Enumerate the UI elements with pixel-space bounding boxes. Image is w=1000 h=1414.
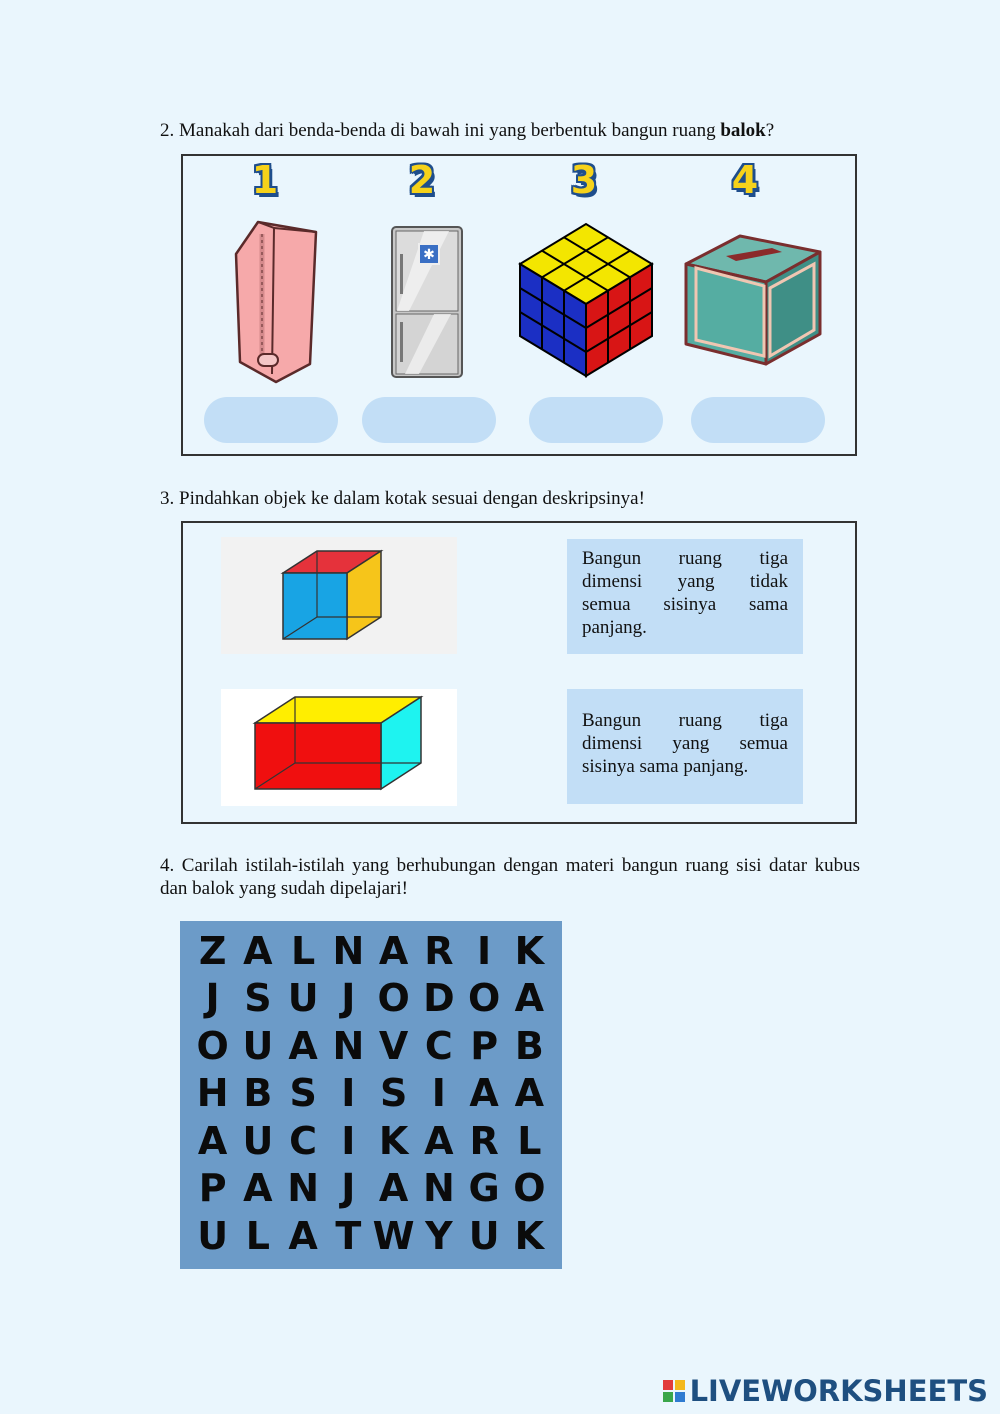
question-4-text: 4. Carilah istilah-istilah yang berhubungan dengan materi bangun ruang sisi datar kubus dan balok yang sudah dipelajari! [160, 855, 860, 899]
item-number-4: 4 [731, 158, 759, 202]
word-search-cell[interactable]: A [197, 1118, 228, 1163]
word-search-cell[interactable]: O [467, 976, 501, 1021]
word-search-row [190, 975, 552, 1023]
money-box-icon [682, 230, 824, 370]
item-number-2: 2 [408, 158, 436, 202]
drop-box-2[interactable] [567, 689, 803, 804]
word-search-cell[interactable]: P [198, 1166, 227, 1211]
rubiks-cube-icon [516, 220, 656, 380]
drop-box-2-line-1: Bangun ruang tiga [582, 710, 788, 731]
word-search-cell[interactable]: J [341, 1166, 356, 1211]
item-number-3: 3 [570, 158, 598, 202]
word-search-cell[interactable]: Y [425, 1213, 453, 1258]
word-search-cell[interactable]: V [378, 1023, 409, 1068]
draggable-cuboid[interactable] [221, 689, 457, 806]
word-search-cell[interactable]: A [243, 1166, 273, 1211]
word-search-cell[interactable]: P [470, 1023, 499, 1068]
word-search-cell[interactable]: O [377, 976, 410, 1021]
word-search-cell[interactable]: K [514, 928, 545, 973]
word-search-cell[interactable]: U [242, 1118, 274, 1163]
word-search-cell[interactable]: O [513, 1166, 546, 1211]
word-search-cell[interactable]: A [288, 1023, 318, 1068]
question-2 [160, 119, 774, 142]
question-2-text: 2. Manakah dari benda-benda di bawah ini yang berbentuk bangun ruang [160, 120, 721, 141]
word-search-cell[interactable]: A [469, 1071, 499, 1116]
drop-box-1-line-4: panjang. [582, 617, 647, 638]
word-search-cell[interactable]: U [197, 1213, 229, 1258]
word-search-cell[interactable]: S [289, 1071, 317, 1116]
word-search-row [190, 1212, 552, 1260]
svg-text:✱: ✱ [423, 247, 435, 263]
word-search-cell[interactable]: A [514, 976, 545, 1021]
word-search-row [190, 1117, 552, 1165]
word-search-cell[interactable]: A [378, 1166, 409, 1211]
word-search-cell[interactable]: S [379, 1071, 408, 1116]
word-search-cell[interactable]: C [424, 1023, 453, 1068]
drop-box-1-line-3: semua sisinya sama [582, 594, 788, 615]
word-search-cell[interactable]: N [422, 1166, 455, 1211]
refrigerator-icon [389, 224, 465, 380]
cube-icon [221, 537, 457, 654]
word-search-cell[interactable]: L [245, 1213, 270, 1258]
drop-box-1[interactable] [567, 539, 803, 654]
word-search-cell[interactable]: S [244, 976, 272, 1021]
word-search-cell[interactable]: O [196, 1023, 229, 1068]
liveworksheets-logo [662, 1374, 988, 1408]
word-search-cell[interactable]: I [431, 1071, 446, 1116]
word-search-cell[interactable]: U [287, 976, 319, 1021]
word-search-cell[interactable]: I [341, 1071, 356, 1116]
word-search-cell[interactable]: I [477, 928, 492, 973]
drop-box-2-line-3: sisinya sama panjang. [582, 756, 749, 777]
word-search-cell[interactable]: A [288, 1213, 318, 1258]
drop-box-1-line-1: Bangun ruang tiga [582, 548, 788, 569]
word-search-cell[interactable]: N [332, 1023, 365, 1068]
word-search-row [190, 1070, 552, 1118]
brand-text: LIVEWORKSHEETS [689, 1374, 988, 1408]
drop-box-1-line-2: dimensi yang tidak [582, 571, 788, 592]
answer-field-1[interactable] [204, 397, 338, 443]
item-number-1: 1 [251, 158, 279, 202]
word-search-cell[interactable]: B [243, 1071, 273, 1116]
draggable-cube[interactable] [221, 537, 457, 654]
word-search-cell[interactable]: A [378, 928, 409, 973]
word-search-cell[interactable]: A [424, 1118, 454, 1163]
word-search-cell[interactable]: I [341, 1118, 356, 1163]
word-search-cell[interactable]: U [242, 1023, 274, 1068]
word-search-row [190, 1165, 552, 1213]
word-search-cell[interactable]: L [291, 928, 316, 973]
word-search-cell[interactable]: N [332, 928, 365, 973]
word-search-cell[interactable]: K [514, 1213, 545, 1258]
drop-box-2-line-2: dimensi yang semua [582, 733, 788, 754]
question-2-bold: balok [720, 120, 766, 141]
word-search-cell[interactable]: N [287, 1166, 320, 1211]
answer-field-4[interactable] [691, 397, 825, 443]
pencil-case-icon [228, 214, 324, 386]
word-search-cell[interactable]: D [423, 976, 455, 1021]
answer-field-2[interactable] [362, 397, 496, 443]
word-search-row [190, 1022, 552, 1070]
word-search-row [190, 927, 552, 975]
word-search-cell[interactable]: A [514, 1071, 545, 1116]
word-search-cell[interactable]: J [205, 976, 220, 1021]
liveworksheets-icon [662, 1379, 686, 1403]
word-search-cell[interactable]: A [243, 928, 273, 973]
word-search-cell[interactable]: U [468, 1213, 500, 1258]
word-search-cell[interactable]: K [378, 1118, 409, 1163]
question-2-suffix: ? [765, 120, 775, 141]
word-search-cell[interactable]: Z [198, 928, 227, 973]
answer-field-3[interactable] [529, 397, 663, 443]
question-3-text: 3. Pindahkan objek ke dalam kotak sesuai dengan deskripsinya! [160, 488, 645, 509]
word-search-cell[interactable]: J [341, 976, 356, 1021]
word-search-cell[interactable]: W [372, 1213, 415, 1258]
word-search-cell[interactable]: H [196, 1071, 229, 1116]
word-search-cell[interactable]: R [469, 1118, 499, 1163]
word-search-cell[interactable]: R [424, 928, 454, 973]
word-search-cell[interactable]: C [289, 1118, 318, 1163]
cuboid-icon [221, 689, 457, 806]
word-search-cell[interactable]: G [468, 1166, 500, 1211]
word-search-grid[interactable] [180, 921, 562, 1269]
word-search-cell[interactable]: B [514, 1023, 544, 1068]
word-search-cell[interactable]: T [335, 1213, 362, 1258]
word-search-cell[interactable]: L [517, 1118, 542, 1163]
